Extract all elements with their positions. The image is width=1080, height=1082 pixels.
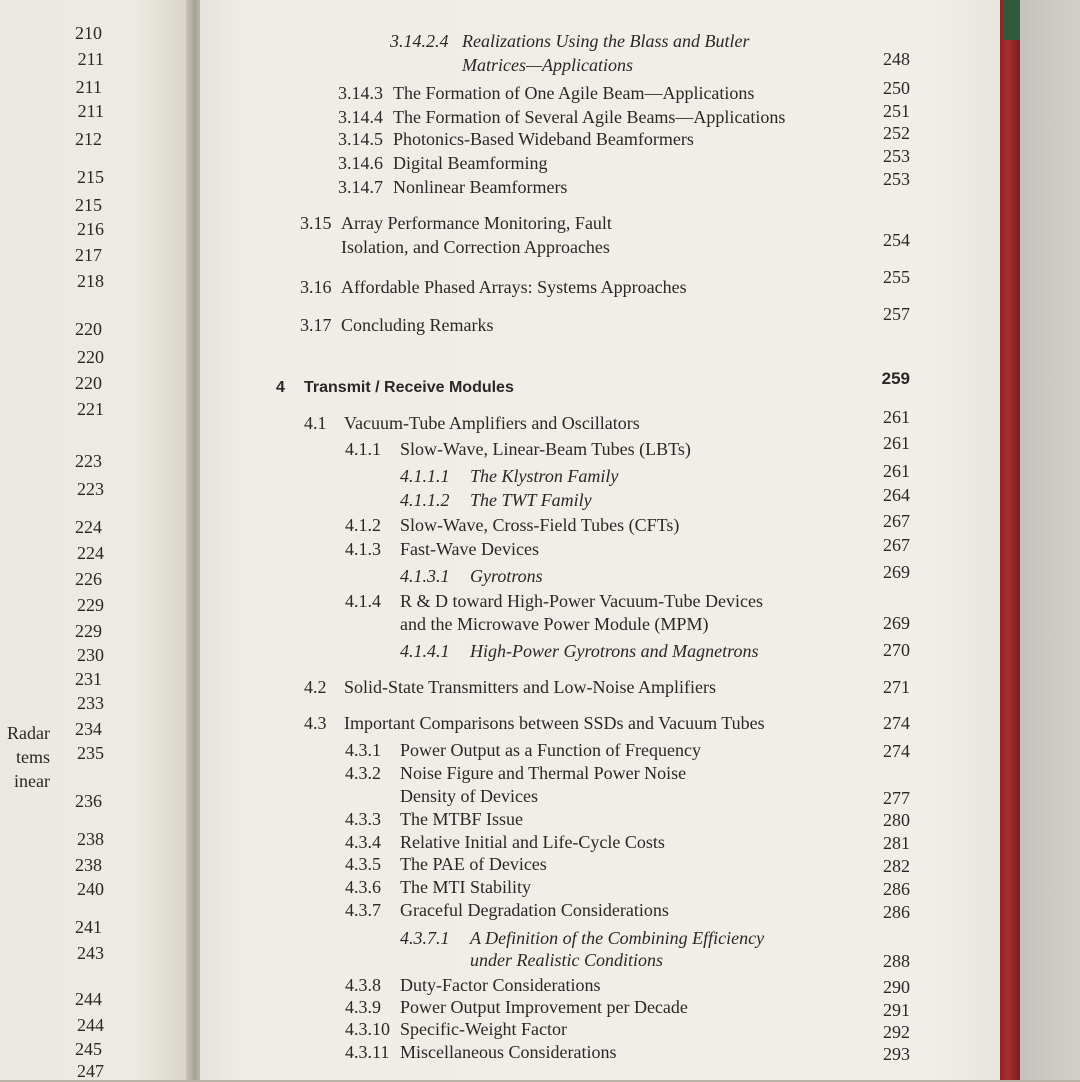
toc-entry-page: 293 (883, 1044, 910, 1064)
left-page-number: 224 (75, 517, 102, 537)
toc-entry-title: Important Comparisons between SSDs and Vacuum Tubes (344, 713, 765, 733)
left-page-number: 245 (75, 1039, 102, 1059)
toc-entry-number: 4.2 (304, 677, 327, 697)
left-page-text-fragment: tems (16, 747, 50, 767)
toc-entry-title: Power Output Improvement per Decade (400, 997, 688, 1017)
toc-entry-title: Concluding Remarks (341, 315, 494, 335)
toc-entry-title: Digital Beamforming (393, 153, 548, 173)
toc-entry-title: Affordable Phased Arrays: Systems Approaches (341, 277, 687, 297)
toc-entry-number: 4.3.9 (345, 997, 381, 1017)
toc-entry-title: The Formation of One Agile Beam—Applications (393, 83, 755, 103)
left-page-number: 226 (75, 569, 102, 589)
toc-entry-number: 3.16 (300, 277, 332, 297)
toc-entry-number: 4.3.11 (345, 1042, 390, 1062)
left-page-number: 223 (75, 451, 102, 471)
toc-entry-page: 254 (883, 230, 910, 250)
toc-entry-number: 4.3.7.1 (400, 928, 450, 948)
left-page-number: 244 (75, 989, 102, 1009)
toc-entry-page: 253 (883, 169, 910, 189)
toc-entry-page: 257 (883, 304, 910, 324)
toc-entry-number: 4.3.3 (345, 809, 381, 829)
toc-entry-page: 292 (883, 1022, 910, 1042)
left-page-text-fragment: Radar (7, 723, 50, 743)
left-page-number: 220 (77, 347, 104, 367)
toc-entry-title: Vacuum-Tube Amplifiers and Oscillators (344, 413, 640, 433)
left-page-number: 238 (77, 829, 104, 849)
left-page-number: 211 (77, 101, 104, 121)
toc-entry-number: 4 (276, 379, 285, 396)
toc-entry-title: The MTBF Issue (400, 809, 523, 829)
toc-entry-number: 3.15 (300, 213, 332, 233)
toc-entry-title: Nonlinear Beamformers (393, 177, 568, 197)
toc-entry-page: 261 (883, 433, 910, 453)
toc-entry-page: 250 (883, 78, 910, 98)
toc-entry-page: 286 (883, 902, 910, 922)
book-cover-stripe (1004, 0, 1020, 40)
toc-entry-page: 269 (883, 613, 910, 633)
toc-entry-number: 4.3.1 (345, 740, 381, 760)
background (1020, 0, 1080, 1080)
left-page-number: 221 (77, 399, 104, 419)
toc-entry-page: 282 (883, 856, 910, 876)
toc-entry-title: Photonics-Based Wideband Beamformers (393, 129, 694, 149)
left-page-number: 229 (75, 621, 102, 641)
toc-entry-number: 4.3 (304, 713, 327, 733)
toc-entry-page: 261 (883, 407, 910, 427)
toc-entry-page: 291 (883, 1000, 910, 1020)
toc-entry-title-continued: Matrices—Applications (462, 55, 633, 75)
toc-entry-title: Specific-Weight Factor (400, 1019, 567, 1039)
left-page-number: 243 (77, 943, 104, 963)
toc-entry-number: 4.3.5 (345, 854, 381, 874)
toc-entry-title: Slow-Wave, Linear-Beam Tubes (LBTs) (400, 439, 691, 459)
left-page-number: 223 (77, 479, 104, 499)
toc-entry-page: 271 (883, 677, 910, 697)
toc-entry-page: 255 (883, 267, 910, 287)
toc-entry-page: 267 (883, 535, 910, 555)
toc-entry-title: Power Output as a Function of Frequency (400, 740, 701, 760)
toc-entry-page: 269 (883, 562, 910, 582)
left-page-number: 220 (75, 373, 102, 393)
left-page-text-fragment: inear (14, 771, 50, 791)
left-page-number: 231 (75, 669, 102, 689)
toc-entry-title: Slow-Wave, Cross-Field Tubes (CFTs) (400, 515, 680, 535)
left-page-number: 224 (77, 543, 104, 563)
left-page-number: 240 (77, 879, 104, 899)
toc-entry-page: 281 (883, 833, 910, 853)
left-page-number: 212 (75, 129, 102, 149)
toc-entry-page: 290 (883, 977, 910, 997)
left-page-number: 241 (75, 917, 102, 937)
toc-entry-page: 267 (883, 511, 910, 531)
left-page-number: 247 (77, 1061, 104, 1081)
toc-entry-title: The TWT Family (470, 490, 592, 510)
toc-entry-page: 270 (883, 640, 910, 660)
toc-entry-title: Array Performance Monitoring, Fault (341, 213, 612, 233)
toc-entry-title: Transmit / Receive Modules (304, 379, 514, 396)
toc-entry-number: 4.3.2 (345, 763, 381, 783)
left-page-number: 236 (75, 791, 102, 811)
toc-entry-number: 4.1.2 (345, 515, 381, 535)
toc-entry-page: 264 (883, 485, 910, 505)
toc-entry-number: 4.3.7 (345, 900, 381, 920)
left-page-number: 211 (75, 77, 102, 97)
toc-entry-title: The MTI Stability (400, 877, 531, 897)
left-page-number: 233 (77, 693, 104, 713)
toc-entry-page: 248 (883, 49, 910, 69)
toc-entry-title: Fast-Wave Devices (400, 539, 539, 559)
left-page-number: 210 (75, 23, 102, 43)
toc-entry-title-continued: under Realistic Conditions (470, 950, 663, 970)
toc-entry-number: 4.1 (304, 413, 327, 433)
toc-entry-page: 252 (883, 123, 910, 143)
toc-entry-number: 3.14.2.4 (390, 31, 449, 51)
toc-entry-title: Noise Figure and Thermal Power Noise (400, 763, 687, 783)
toc-entry-title-continued: and the Microwave Power Module (MPM) (400, 614, 709, 634)
toc-entry-number: 4.3.6 (345, 877, 381, 897)
left-page-number: 220 (75, 319, 102, 339)
left-page-number: 230 (77, 645, 104, 665)
toc-entry-title: Gyrotrons (470, 566, 543, 586)
toc-entry-number: 3.14.6 (338, 153, 383, 173)
toc-entry-page: 277 (883, 788, 910, 808)
toc-entry-title: The Formation of Several Agile Beams—Applications (393, 107, 786, 127)
toc-entry-number: 4.3.10 (345, 1019, 390, 1039)
book-cover-edge (1000, 0, 1020, 1080)
toc-entry-page: 274 (883, 713, 910, 733)
toc-entry-title: The PAE of Devices (400, 854, 547, 874)
toc-entry-number: 4.1.3.1 (400, 566, 450, 586)
left-page-number: 217 (75, 245, 102, 265)
toc-entry-page: 280 (883, 810, 910, 830)
toc-entry-page: 251 (883, 101, 910, 121)
left-page-number: 211 (77, 49, 104, 69)
toc-entry-page: 286 (883, 879, 910, 899)
toc-entry-number: 4.1.4.1 (400, 641, 450, 661)
left-page-number: 215 (77, 167, 104, 187)
toc-entry-number: 4.3.8 (345, 975, 381, 995)
toc-entry-number: 4.1.1.2 (400, 490, 450, 510)
toc-entry-title: Relative Initial and Life-Cycle Costs (400, 832, 665, 852)
toc-entry-title: High-Power Gyrotrons and Magnetrons (470, 641, 759, 661)
toc-entry-page: 253 (883, 146, 910, 166)
toc-entry-title: Solid-State Transmitters and Low-Noise Amplifiers (344, 677, 716, 697)
toc-entry-number: 3.14.4 (338, 107, 383, 127)
toc-entry-page: 261 (883, 461, 910, 481)
toc-entry-number: 4.3.4 (345, 832, 381, 852)
toc-entry-number: 3.17 (300, 315, 332, 335)
toc-entry-number: 3.14.7 (338, 177, 383, 197)
left-page-number: 218 (77, 271, 104, 291)
toc-entry-number: 4.1.4 (345, 591, 381, 611)
toc-entry-title-continued: Density of Devices (400, 786, 538, 806)
left-page-number: 244 (77, 1015, 104, 1035)
toc-entry-title: R & D toward High-Power Vacuum-Tube Devices (400, 591, 763, 611)
toc-entry-page: 274 (883, 741, 910, 761)
toc-entry-title: Graceful Degradation Considerations (400, 900, 669, 920)
toc-entry-page: 259 (881, 369, 910, 388)
toc-entry-title: A Definition of the Combining Efficiency (470, 928, 765, 948)
left-page-number: 234 (75, 719, 102, 739)
left-page-number: 216 (77, 219, 104, 239)
toc-entry-title: Realizations Using the Blass and Butler (462, 31, 750, 51)
toc-entry-number: 4.1.1 (345, 439, 381, 459)
left-page-number: 235 (77, 743, 104, 763)
toc-entry-number: 4.1.3 (345, 539, 381, 559)
toc-entry-number: 4.1.1.1 (400, 466, 450, 486)
left-page-number: 229 (77, 595, 104, 615)
toc-entry-number: 3.14.3 (338, 83, 383, 103)
toc-entry-title: Miscellaneous Considerations (400, 1042, 617, 1062)
toc-entry-number: 3.14.5 (338, 129, 383, 149)
toc-entry-title: Duty-Factor Considerations (400, 975, 601, 995)
toc-entry-title-continued: Isolation, and Correction Approaches (341, 237, 610, 257)
left-page-number: 215 (75, 195, 102, 215)
toc-entry-page: 288 (883, 951, 910, 971)
toc-entry-title: The Klystron Family (470, 466, 619, 486)
left-page-number: 238 (75, 855, 102, 875)
